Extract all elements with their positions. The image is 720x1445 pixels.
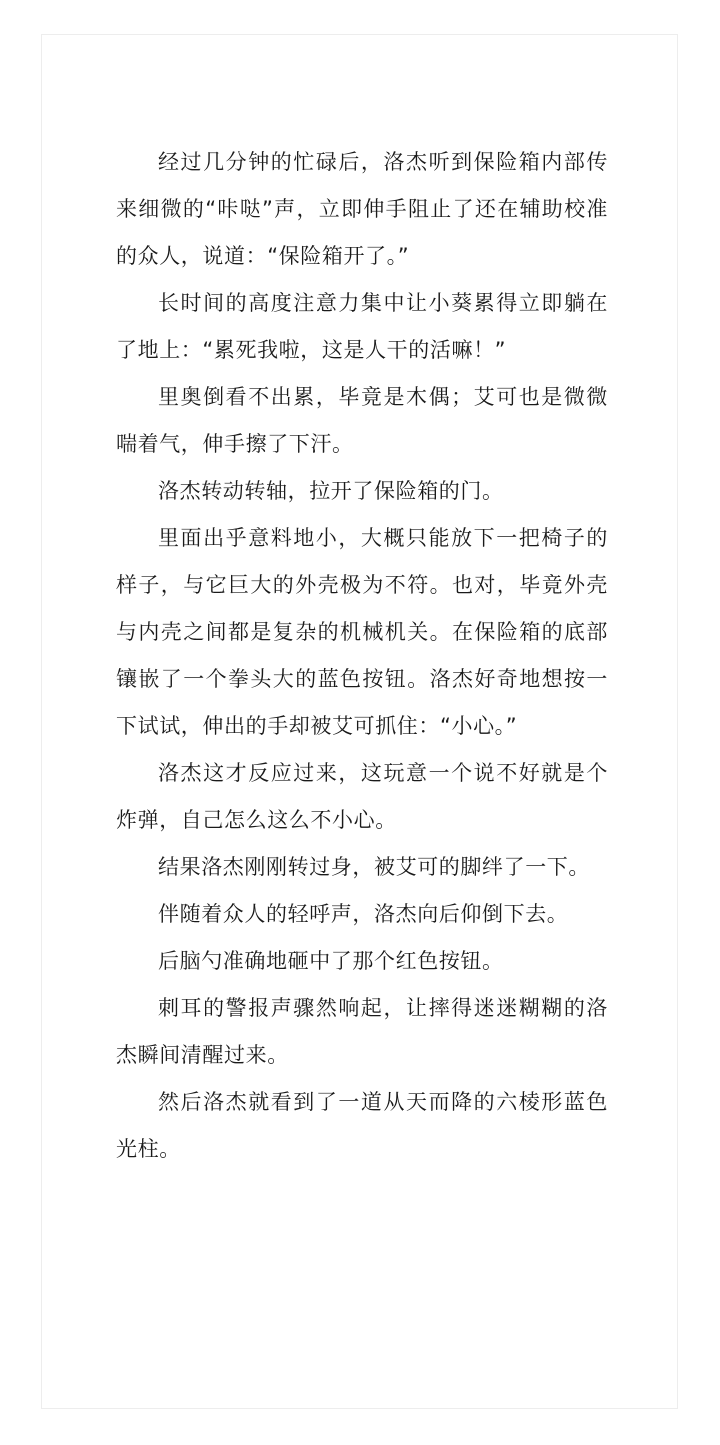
- paragraph: 结果洛杰刚刚转过身，被艾可的脚绊了一下。: [158, 855, 590, 879]
- paragraph: 经过几分钟的忙碌后，洛杰听到保险箱内部传来细微的“咔哒”声，立即伸手阻止了还在辅助校准的众人，说道：“保险箱开了。”: [116, 150, 608, 268]
- paragraph: 洛杰这才反应过来，这玩意一个说不好就是个炸弹，自己怎么这么不小心。: [116, 761, 608, 832]
- document-page: [41, 34, 678, 1409]
- paragraph: 洛杰转动转轴，拉开了保险箱的门。: [158, 479, 504, 503]
- paragraph: 然后洛杰就看到了一道从天而降的六棱形蓝色光柱。: [116, 1090, 608, 1161]
- paragraph: 长时间的高度注意力集中让小葵累得立即躺在了地上：“累死我啦，这是人干的活嘛！”: [116, 291, 608, 362]
- article-body: [116, 139, 608, 1173]
- paragraph: 后脑勺准确地砸中了那个红色按钮。: [158, 949, 504, 973]
- paragraph: 里奥倒看不出累，毕竟是木偶；艾可也是微微喘着气，伸手擦了下汗。: [116, 385, 608, 456]
- paragraph: 伴随着众人的轻呼声，洛杰向后仰倒下去。: [158, 902, 569, 926]
- paragraph: 里面出乎意料地小，大概只能放下一把椅子的样子，与它巨大的外壳极为不符。也对，毕竟外壳与内壳之间都是复杂的机械机关。在保险箱的底部镶嵌了一个拳头大的蓝色按钮。洛杰好奇地想按一下试试，伸出的手却被艾可抓住：“小心。”: [116, 526, 608, 738]
- paragraph: 刺耳的警报声骤然响起，让摔得迷迷糊糊的洛杰瞬间清醒过来。: [116, 996, 608, 1067]
